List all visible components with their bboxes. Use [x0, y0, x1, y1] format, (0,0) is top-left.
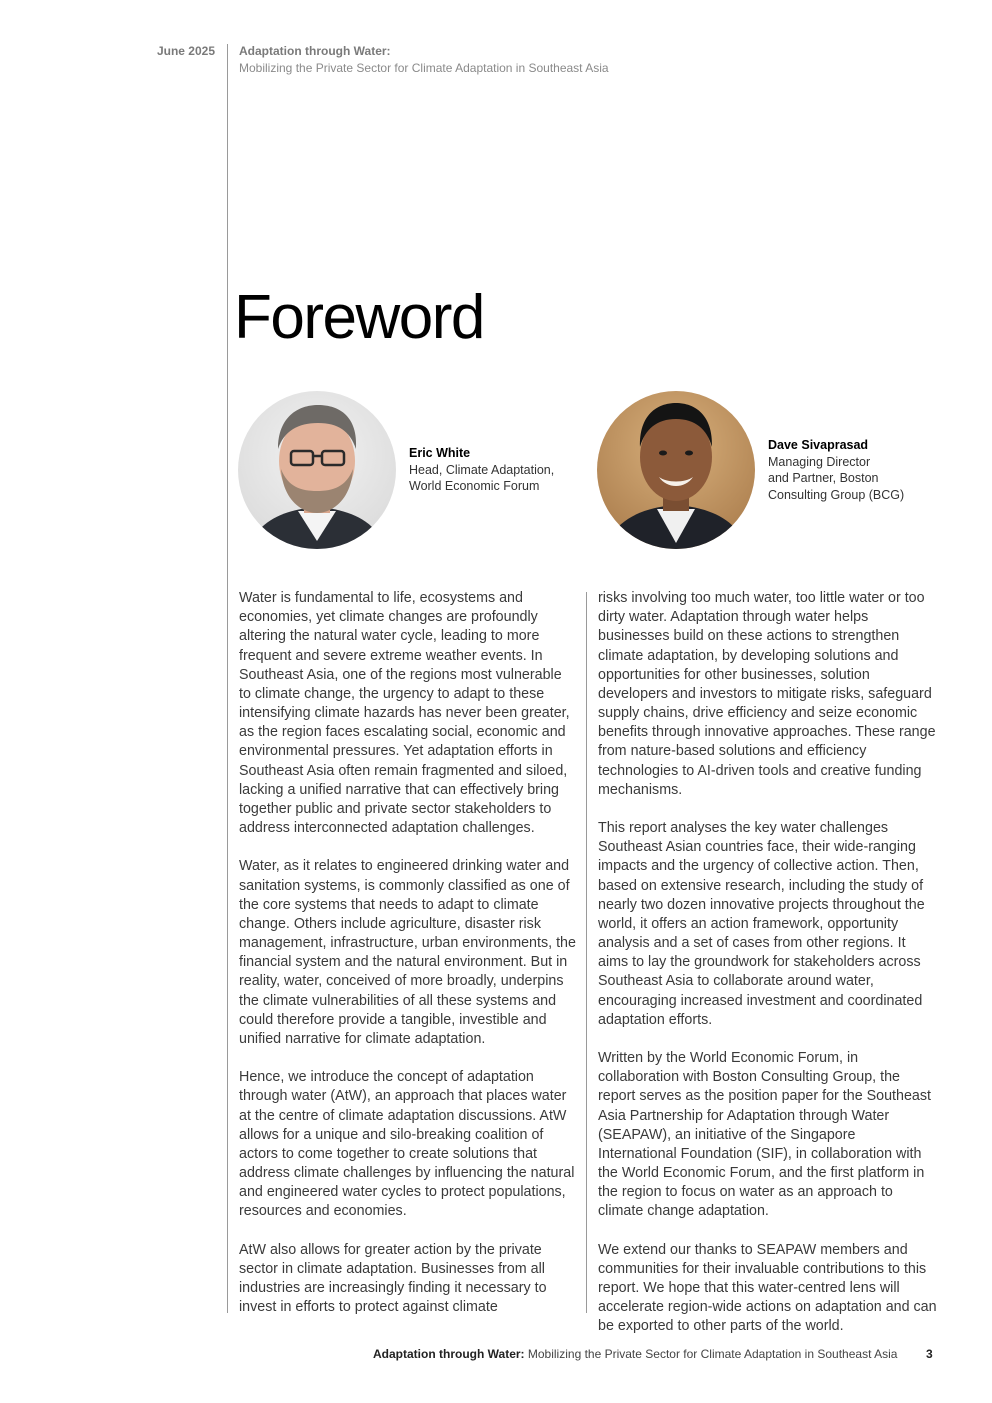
body-paragraph: Water, as it relates to engineered drinking water and sanitation systems, is commonly classified as one of the core systems that needs to adapt to climate change. Others include agriculture, disaster risk management, infrastructure, urban environments, the financial system and the natural environment. But in reality, water, conceived of more broadly, underpins the climate vulnerabilities of all these systems and could therefore provide a tangible, investible and unified narrative for climate adaptation. [239, 858, 576, 1047]
author-role-line: and Partner, Boston [768, 471, 879, 485]
author-photo-eric-white [238, 391, 396, 549]
body-paragraph: This report analyses the key water challenges Southeast Asian countries face, their wide-ranging impacts and the urgency of collective action. Then, based on extensive research, including the study of nearly two dozen innovative projects throughout the world, it offers an action framework, opportunity analysis and a set of cases from other regions. It aims to lay the groundwork for stakeholders across Southeast Asia to collaborate around water, encouraging increased investment and coordinated adaptation efforts. [598, 820, 925, 1028]
author-photo-dave-sivaprasad [597, 391, 755, 549]
footer-running-title [373, 1347, 897, 1361]
vertical-divider [227, 44, 228, 1313]
author-card-dave-sivaprasad [768, 437, 918, 503]
body-paragraph: Hence, we introduce the concept of adaptation through water (AtW), an approach that places water at the centre of climate adaptation discussions. AtW allows for a unique and silo-breaking coalition of actors to come together to create solutions that address climate challenges by influencing the natural and engineered water cycles to protect populations, resources and economies. [239, 1069, 575, 1220]
body-paragraph: Water is fundamental to life, ecosystems and economies, yet climate changes are profoundly altering the natural water cycle, leading to more frequent and severe extreme weather events. In Southeast Asia, one of the regions most vulnerable to climate change, the urgency to adapt to these intensifying climate hazards has never been greater, as the region faces escalating social, economic and environmental pressures. Yet adaptation efforts in Southeast Asia often remain fragmented and siloed, lacking a unified narrative that can effectively bring together public and private sector stakeholders to address interconnected adaptation challenges. [239, 590, 570, 837]
header-title: Adaptation through Water: [239, 44, 391, 58]
body-column-right [598, 589, 938, 1356]
author-card-eric-white [409, 445, 579, 495]
author-role-line: Head, Climate Adaptation, [409, 462, 555, 477]
page-number: 3 [926, 1347, 933, 1361]
page-title: Foreword [234, 283, 484, 352]
footer-subtitle: Mobilizing the Private Sector for Climate Adaptation in Southeast Asia [524, 1347, 898, 1361]
author-name: Dave Sivaprasad [768, 438, 869, 452]
author-role-line: Consulting Group (BCG) [768, 487, 905, 502]
body-paragraph: Written by the World Economic Forum, in collaboration with Boston Consulting Group, the report serves as the position paper for the Southeast Asia Partnership for Adaptation through Water (SEAPAW), an initiative of the Singapore International Foundation (SIF), in collaboration with the World Economic Forum, and the first platform in the region to focus on water as an approach to climate change adaptation. [598, 1050, 931, 1220]
body-paragraph: We extend our thanks to SEAPAW members and communities for their invaluable contributions to this report. We hope that this water-centred lens will accelerate region-wide actions on adaptation and can be exported to other parts of the world. [598, 1241, 937, 1335]
header-date: June 2025 [156, 44, 215, 58]
footer-title: Adaptation through Water: [373, 1347, 525, 1361]
body-paragraph: risks involving too much water, too little water or too dirty water. Adaptation through water helps businesses build on these actions to strengthen climate adaptation, by developing solutions and opportunities for other businesses, solution developers and investors to mitigate risks, safeguard supply chains, drive efficiency and seize economic benefits through innovative approaches. These range from nature-based solutions and efficiency technologies to AI-driven tools and creative funding mechanisms. [598, 590, 936, 798]
body-paragraph: AtW also allows for greater action by the private sector in climate adaptation. Businesses from all industries are increasingly finding it necessary to invest in efforts to protect against climate [239, 1241, 547, 1316]
column-divider [586, 592, 587, 1313]
header-subtitle: Mobilizing the Private Sector for Climate Adaptation in Southeast Asia [239, 61, 609, 75]
body-column-left [239, 589, 577, 1337]
author-role-line: World Economic Forum [409, 479, 540, 493]
author-name: Eric White [409, 446, 471, 460]
author-role-line: Managing Director [768, 454, 871, 469]
